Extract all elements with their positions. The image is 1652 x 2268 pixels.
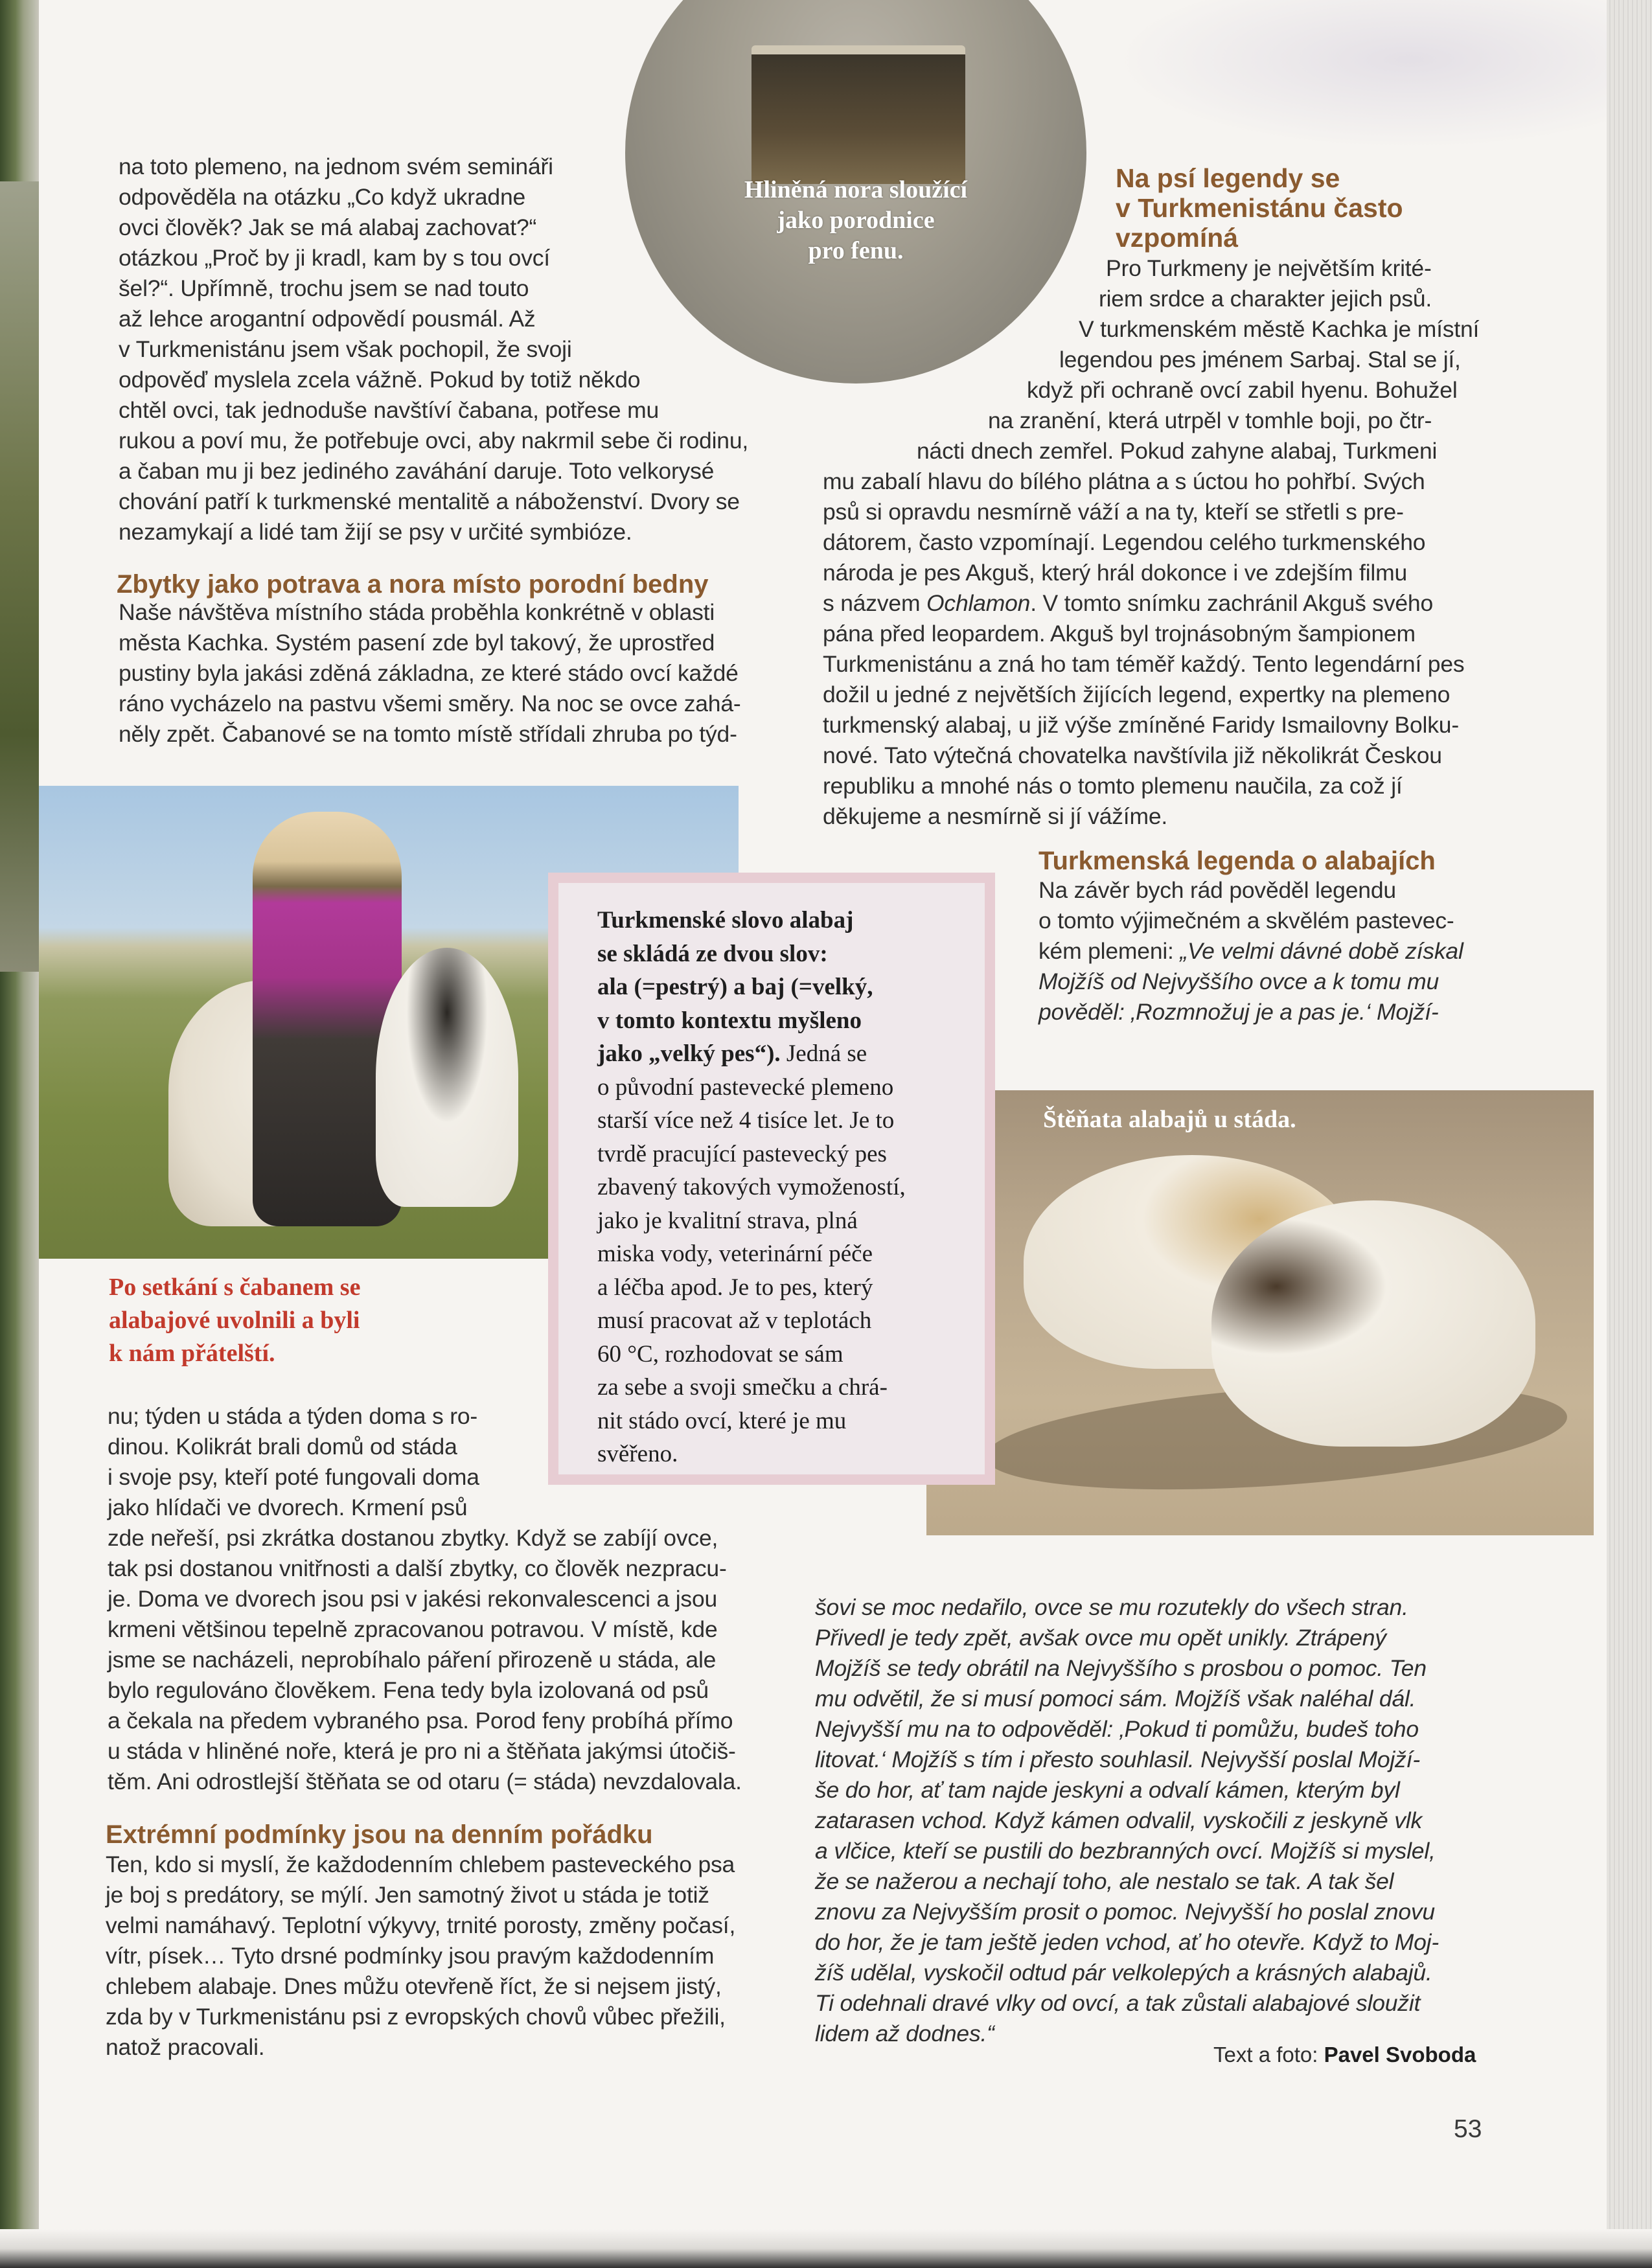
sidebar-body: Jedná se o původní pastevecké plemeno starší více než 4 tisíce let. Je to tvrdě pracující pastevecký pes zbavený takových vymožeností, jako je kvalitní strava, plná miska vody, veterinární péče a léčba apod. Je to pes, který musí pracovat až v teplotách 60 °C, rozhodovat se sám za sebe a svoji smečku a chrá- nit stádo ovcí, které je mu svěřeno. — [597, 1040, 906, 1467]
woman-photo-caption: Po setkání s čabanem se alabajové uvolnili a byli k nám přátelští. — [109, 1274, 361, 1367]
legend-quote-start: „Ve velmi dávné době získal Mojžíš od Nejvyššího ovce a k tomu mu pověděl: ‚Rozmnožuj je a pas je.‘ Mojží- — [1038, 938, 1463, 1025]
legends-line-10: dátorem, často vzpomínají. Legendou celého turkmenského — [823, 529, 1426, 555]
puppy-right-shape — [1211, 1200, 1535, 1447]
page-number: 53 — [1454, 2115, 1482, 2143]
legend-continued-text: šovi se moc nedařilo, ovce se mu rozutekly do všech stran. Přivedl je tedy zpět, avšak ovce mu opět unikly. Ztrápený Mojžíš se tedy obrátil na Nejvyššího s prosbou o pomoc. Ten mu odvětil, že si musí pomoci sám. Mojžíš však naléhal dál. Nejvyšší mu na to odpověděl: ‚Pokud ti pomůžu, budeš toho litovat.‘ Mojžíš s tím i přesto souhlasil. Nejvyšší poslal Mojží- še do hor, ať tam najde jeskyni a odvalí kámen, kterým byl zatarasen vchod. Když kámen odvalil, vyskočili z jeskyně vlk a vlčice, kteří se pustili do bezbranných ovcí. Mojžíš si myslel, že se nažerou a nechají toho, ale nestalo se tak. A tak šel znovu za Nejvyšším prosit o pomoc. Nejvyšší ho poslal znovu do hor, že je tam ještě jeden vchod, ať ho otevře. Když to Moj- žíš udělal, vyskočil odtud pár velkolepých a krásných alabajů. Ti odehnali dravé vlky od ovcí, a tak zůstali alabajové sloužit lidem až dodnes.“ — [815, 1594, 1439, 2046]
scan-bottom-edge — [0, 2229, 1652, 2268]
legends-line-2: riem srdce a charakter jejich psů. — [1099, 286, 1432, 312]
puppies-photo-caption: Štěňata alabajů u stáda. — [1043, 1106, 1296, 1133]
puppies-photo — [926, 1090, 1594, 1535]
sidebar-lead: Turkmenské slovo alabaj se skládá ze dvou slov: ala (=pestrý) a baj (=velký, v tomto kontextu myšleno jako „velký pes“). — [597, 907, 873, 1067]
legends-line-4: legendou pes jménem Sarbaj. Stal se jí, — [1059, 347, 1461, 372]
credit-author: Pavel Svoboda — [1324, 2043, 1476, 2067]
film-title: Ochlamon — [926, 590, 1031, 616]
legends-text-rest: pána před leopardem. Akguš byl trojnásobným šampionem Turkmenistánu a zná ho tam téměř každý. Tento legendární pes dožil u jedné z největších žijících legend, expertky na plemeno turkmenský alabaj, u již výše zmíněné Faridy Ismailovny Bolku- nové. Tato výtečná chovatelka navštívila již několikrát Českou republiku a mnohé nás o tomto plemenu naučila, za což jí děkujeme a nesmírně si jí vážíme. — [823, 621, 1465, 829]
heading-legends: Na psí legendy se v Turkmenistánu často vzpomíná — [1116, 163, 1403, 253]
faded-graphic — [1114, 0, 1607, 149]
magazine-page-edges — [1607, 0, 1652, 2268]
heading-extreme-conditions: Extrémní podmínky jsou na denním pořádku — [106, 1820, 653, 1849]
col1-middle-wide-text: zde neřeší, psi zkrátka dostanou zbytky. Když se zabíjí ovce, tak psi dostanou vnitřnosti a další zbytky, co člověk nezpracu- je. Doma ve dvorech jsou psi v jakési rekonvalescenci a jsou krmeni většinou tepelně zpracovanou potravou. V místě, kde jsme se nacházeli, neprobíhalo páření přirozeně u stáda, ale bylo regulováno člověkem. Fena tedy byla izolovaná od psů a čekala na předem vybraného psa. Porod feny probíhá přímo u stáda v hliněné noře, která je pro ni a štěňata jakýmsi útočiš- těm. Ani odrostlejší štěňata se od otaru (= stáda) nevzdalovala. — [108, 1525, 742, 1794]
legends-line-7: nácti dnech zemřel. Pokud zahyne alabaj, Turkmeni — [917, 438, 1438, 464]
legends-line-3: V turkmenském městě Kachka je místní — [1079, 316, 1480, 342]
legends-film-line: s názvem Ochlamon. V tomto snímku zachránil Akguš svého — [823, 590, 1434, 616]
photo-credit: Text a foto: Pavel Svoboda — [1213, 2043, 1476, 2067]
legends-line-6: na zranění, která utrpěl v tomhle boji, po čtr- — [988, 407, 1432, 433]
burrow-entrance-shape — [751, 45, 965, 184]
col1-middle-narrow-text: nu; týden u stáda a týden doma s ro- dinou. Kolikrát brali domů od stáda i svoje psy, kteří poté fungovali doma jako hlídači ve dvorech. Krmení psů — [108, 1403, 479, 1520]
left-page-photo-edge — [0, 181, 39, 972]
legends-line-5: když při ochraně ovcí zabil hyenu. Bohužel — [1027, 377, 1458, 403]
legends-line-8: mu zabalí hlavu do bílého plátna a s úctou ho pohřbí. Svých — [823, 468, 1425, 494]
legends-line-11: národa je pes Akguš, který hrál dokonce i ve zdejším filmu — [823, 560, 1407, 586]
legends-text — [823, 253, 1503, 832]
heading-leftovers: Zbytky jako potrava a nora místo porodní bedny — [117, 570, 709, 599]
leftovers-text: Naše návštěva místního stáda proběhla konkrétně v oblasti města Kachka. Systém pasení zde byl takový, že uprostřed pustiny byla jakási zděná základna, ze které stádo ovcí každé ráno vycházelo na pastvu všemi směry. Na noc se ovce zahá- něly zpět. Čabanové se na tomto místě střídali zhruba po týd- — [119, 599, 741, 747]
turkmen-legend-intro: Na závěr bych rád pověděl legendu o tomto výjimečném a skvělém pastevec- kém plemeni: „Ve velmi dávné době získal Mojžíš od Nejvyššího ovce a k tomu mu pověděl: ‚Rozmnožuj je a pas je.‘ Mojží- — [1038, 877, 1463, 1025]
black-white-dog-shape — [376, 948, 518, 1207]
alabaj-definition-box — [548, 873, 995, 1485]
legends-line-1: Pro Turkmeny je největším krité- — [1106, 255, 1432, 281]
legends-line-9: psů si opravdu nesmírně váží a na ty, kteří se střetli s pre- — [823, 499, 1404, 525]
heading-turkmen-legend: Turkmenská legenda o alabajích — [1038, 847, 1436, 875]
burrow-photo-caption: Hliněná nora sloužící jako porodnice pro fenu. — [744, 176, 968, 264]
sidebar-text — [597, 904, 986, 1471]
col1-top-text: na toto plemeno, na jednom svém semináři odpověděla na otázku „Co když ukradne ovci člověk? Jak se má alabaj zachovat?“ otázkou „Proč by ji kradl, kam by s tou ovcí šel?“. Upřímně, trochu jsem se nad touto až lehce arogantní odpovědí pousmál. Až v Turkmenistánu jsem však pochopil, že svoji odpověď myslela zcela vážně. Pokud by totiž někdo chtěl ovci, tak jednoduše navštíví čabana, potřese mu rukou a poví mu, že potřebuje ovci, aby nakrmil sebe či rodinu, a čaban mu ji bez jediného zaváhání daruje. Toto velkorysé chování patří k turkmenské mentalitě a náboženství. Dvory se nezamykají a lidé tam žijí se psy v určité symbióze. — [119, 154, 749, 545]
extreme-text: Ten, kdo si myslí, že každodenním chlebem pasteveckého psa je boj s predátory, se mýlí. Jen samotný život u stáda je totiž velmi namáhavý. Teplotní výkyvy, trnité porosty, změny počasí, vítr, písek… Tyto drsné podmínky jsou pravým každodenním chlebem alabaje. Dnes můžu otevřeně říct, že si nejsem jistý, zda by v Turkmenistánu psi z evropských chovů vůbec přežili, natož pracovali. — [106, 1851, 736, 2060]
